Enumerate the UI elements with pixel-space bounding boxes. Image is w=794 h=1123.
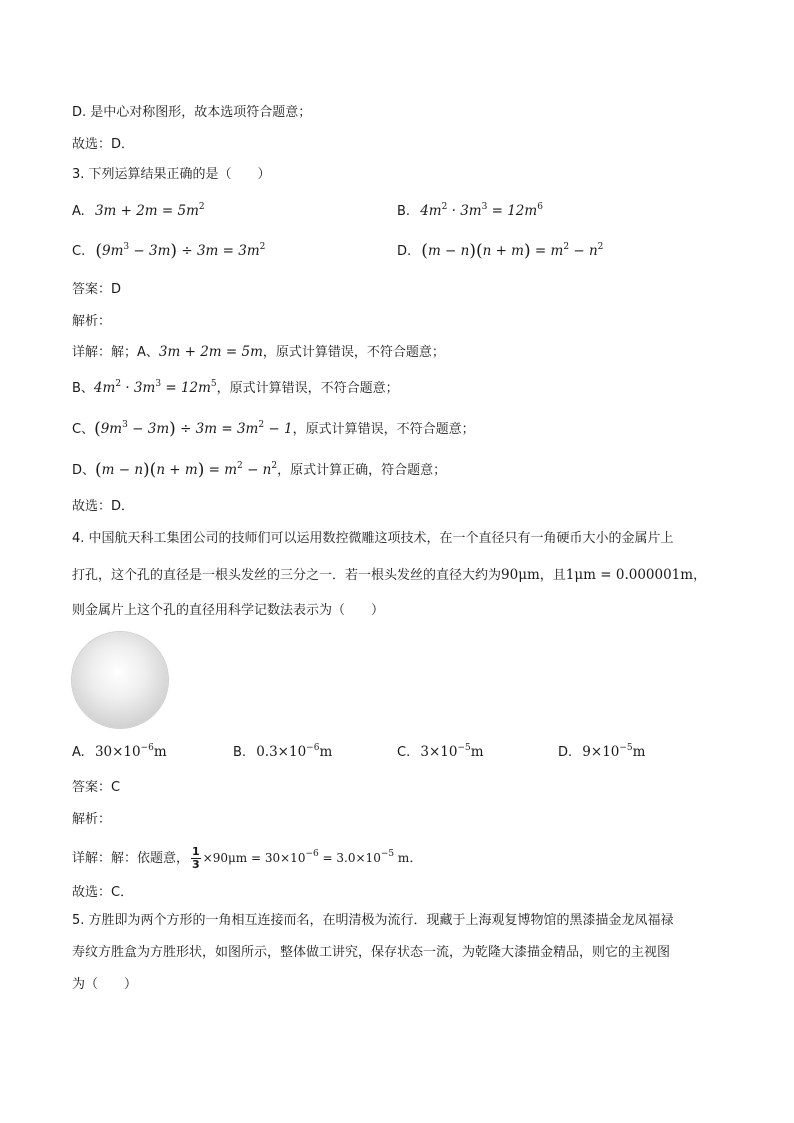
q3-detail-a-formula: 3m + 2m = 5m bbox=[158, 344, 263, 360]
q3-detail-b-suffix: ，原式计算错误，不符合题意； bbox=[216, 381, 399, 396]
q3-detail-d-prefix: D、 bbox=[72, 463, 96, 478]
q3-detail-d-suffix: ，原式计算正确，符合题意； bbox=[277, 463, 447, 478]
q4-option-b bbox=[233, 743, 332, 762]
q4-fraction-one-third: $\frac{1}{3}$ bbox=[192, 845, 200, 871]
q3-detail-d-formula: $(m - n)(n + m) = m^2 - n^2$ bbox=[95, 460, 278, 480]
q4-option-c-label: C. bbox=[397, 745, 411, 760]
q3-detail-c-prefix: C、 bbox=[72, 422, 95, 437]
q4-option-a bbox=[72, 743, 167, 762]
question-5-line-1: 5. 方胜即为两个方形的一角相互连接而名，在明清极为流行．现藏于上海观复博物馆的黑漆描金龙凤福禄 bbox=[72, 913, 674, 928]
q3-detail-c bbox=[72, 420, 475, 439]
q3-option-b bbox=[397, 202, 543, 221]
q4-option-c bbox=[397, 743, 484, 762]
q4-option-d-label: D. bbox=[558, 745, 573, 760]
option-d-explanation: D. 是中心对称图形，故本选项符合题意； bbox=[72, 105, 312, 120]
question-4-line-1: 4. 中国航天科工集团公司的技师们可以运用数控微雕这项技术，在一个直径只有一角硬币大小的金属片上 bbox=[72, 531, 674, 546]
q3-answer: 答案：D bbox=[72, 282, 122, 297]
q3-option-a-formula: $3m + 2m = 5m^2$ bbox=[94, 202, 205, 219]
q4-option-d-value: $9\times 10^{-5}m$ bbox=[582, 743, 646, 760]
q4-answer: 答案：C bbox=[72, 780, 121, 795]
q4-line2-text-a: 打孔，这个孔的直径是一根头发丝的三分之一．若一根头发丝的直径大约为 bbox=[72, 568, 502, 583]
q3-option-b-formula: $4m^2 \cdot 3m^3 = 12m^6$ bbox=[420, 202, 543, 219]
q4-option-d bbox=[558, 743, 645, 762]
q3-detail-a bbox=[72, 343, 445, 362]
q3-analysis-label: 解析： bbox=[72, 314, 112, 329]
q3-option-c-formula: $(9m^3 - 3m) \div 3m = 3m^2$ bbox=[95, 241, 266, 261]
q4-option-b-value: $0.3\times 10^{-6}m$ bbox=[256, 743, 333, 760]
q4-detail-formula: $\times 90\mu m = 30\times 10^{-6} = 3.0\times 10^{-5}$ m bbox=[202, 849, 410, 865]
q4-line2-text-c: ，且 bbox=[539, 568, 566, 583]
q4-detail-prefix: 详解：解：依题意， bbox=[72, 851, 190, 866]
q4-unit-conversion: 1μm = 0.000001m bbox=[565, 567, 694, 583]
q4-detail bbox=[72, 846, 422, 871]
q3-detail-b-formula: $4m^2 \cdot 3m^3 = 12m^5$ bbox=[93, 379, 217, 396]
q4-line2-text-e: ， bbox=[693, 568, 707, 583]
q3-option-c-label: C. bbox=[72, 244, 86, 259]
q4-hair-diameter: 90μm bbox=[501, 567, 540, 583]
q3-detail-a-suffix: ，原式计算错误，不符合题意； bbox=[262, 345, 445, 360]
q3-option-d-formula: $(m - n)(n + m) = m^2 - n^2$ bbox=[421, 241, 604, 261]
q4-option-c-value: $3\times 10^{-5}m$ bbox=[420, 743, 484, 760]
q3-option-b-label: B. bbox=[397, 204, 411, 219]
q3-option-d-label: D. bbox=[397, 244, 412, 259]
q3-option-d bbox=[397, 242, 603, 261]
question-3-stem: 3. 下列运算结果正确的是（ ） bbox=[72, 167, 271, 182]
metal-disc-image bbox=[72, 632, 168, 728]
q3-detail-c-formula: $(9m^3 - 3m) \div 3m = 3m^2 - 1$ bbox=[94, 419, 293, 439]
q3-detail-a-prefix: 详解：解；A、 bbox=[72, 345, 159, 360]
q3-option-a-label: A. bbox=[72, 204, 85, 219]
q4-option-a-label: A. bbox=[72, 745, 85, 760]
q3-choose-d: 故选：D． bbox=[72, 499, 135, 514]
choose-d-line: 故选：D． bbox=[72, 137, 135, 152]
q4-choose-c: 故选：C． bbox=[72, 885, 134, 900]
q4-detail-suffix: ． bbox=[409, 851, 423, 866]
question-4-line-3: 则金属片上这个孔的直径用科学记数法表示为（ ） bbox=[72, 603, 385, 618]
q3-detail-c-suffix: ，原式计算错误，不符合题意； bbox=[292, 422, 475, 437]
q3-detail-b bbox=[72, 379, 399, 398]
q4-option-b-label: B. bbox=[233, 745, 247, 760]
question-4-line-2 bbox=[72, 566, 706, 585]
question-5-line-3: 为（ ） bbox=[72, 977, 138, 992]
q3-option-a bbox=[72, 202, 205, 221]
q3-detail-b-prefix: B、 bbox=[72, 381, 94, 396]
q3-detail-d bbox=[72, 461, 446, 480]
q4-analysis-label: 解析： bbox=[72, 812, 112, 827]
q3-option-c bbox=[72, 242, 265, 261]
question-5-line-2: 寿纹方胜盒为方胜形状，如图所示，整体做工讲究，保存状态一流，为乾隆大漆描金精品，则它的主视图 bbox=[72, 945, 671, 960]
q4-option-a-value: $30\times 10^{-6}m$ bbox=[94, 743, 167, 760]
